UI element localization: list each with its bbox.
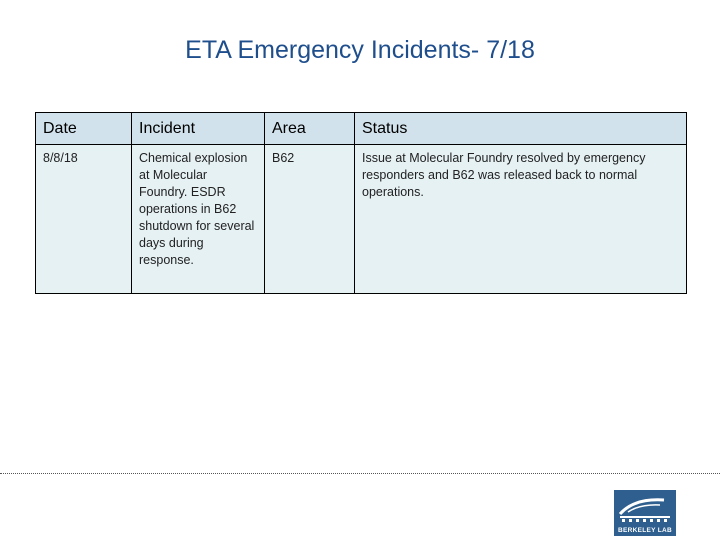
berkeley-lab-logo	[614, 490, 676, 536]
cell-date: 8/8/18	[36, 145, 132, 294]
cell-area: B62	[265, 145, 355, 294]
table-row	[36, 145, 687, 294]
cell-incident: Chemical explosion at Molecular Foundry. ESDR operations in B62 shutdown for several days during response.	[132, 145, 265, 294]
table-header-row	[36, 113, 687, 145]
slide-title: ETA Emergency Incidents- 7/18	[185, 36, 535, 64]
header-area: Area	[265, 113, 355, 145]
incidents-table	[35, 112, 687, 294]
header-incident: Incident	[132, 113, 265, 145]
logo-text: BERKELEY LAB	[617, 527, 673, 534]
footer-divider	[0, 473, 720, 474]
header-date: Date	[36, 113, 132, 145]
lab-building-icon	[614, 490, 676, 526]
header-status: Status	[355, 113, 687, 145]
cell-status: Issue at Molecular Foundry resolved by emergency responders and B62 was released back to normal operations.	[355, 145, 687, 294]
